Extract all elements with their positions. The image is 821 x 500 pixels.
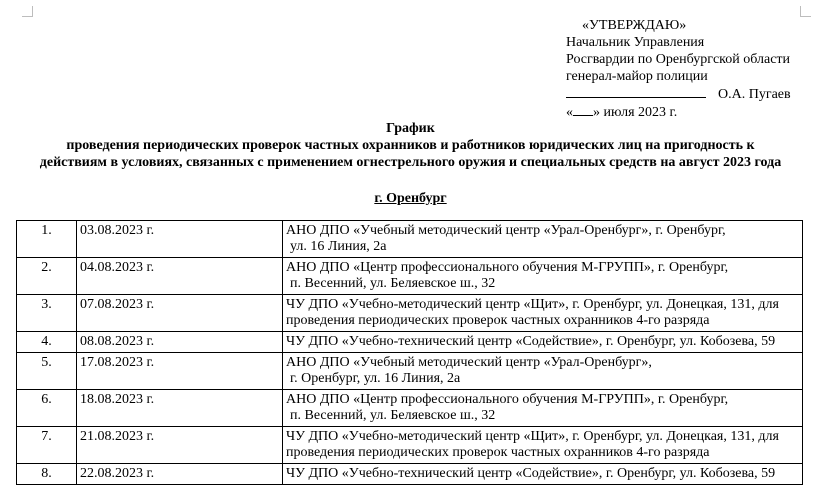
date-suffix: » июля 2023 г. xyxy=(593,105,678,120)
document-title: График xyxy=(386,121,435,136)
approval-signature-row xyxy=(566,85,816,103)
table-row xyxy=(17,390,803,427)
approval-organization: Росгвардии по Оренбургской области xyxy=(566,52,791,67)
row-place xyxy=(283,464,803,485)
row-date: 07.08.2023 г. xyxy=(77,295,283,332)
table-row xyxy=(17,353,803,390)
row-number: 5. xyxy=(17,353,77,390)
row-number: 2. xyxy=(17,258,77,295)
date-prefix: « xyxy=(566,105,573,120)
row-date: 22.08.2023 г. xyxy=(77,464,283,485)
city-heading xyxy=(0,190,821,207)
place-line-2: п. Весенний, ул. Беляевское ш., 32 xyxy=(290,408,496,423)
page-corner-mark xyxy=(800,6,811,17)
place-line-2: проведения периодических проверок частных охранников 4-го разряда xyxy=(286,313,710,328)
page-corner-mark xyxy=(22,6,33,17)
row-place xyxy=(283,258,803,295)
signature-line xyxy=(566,85,706,98)
approval-position: Начальник Управления xyxy=(566,35,705,50)
place-line-1: ЧУ ДПО «Учебно-технический центр «Содействие», г. Оренбург, ул. Кобозева, 59 xyxy=(286,466,776,481)
table-row xyxy=(17,464,803,485)
row-number: 4. xyxy=(17,332,77,353)
row-date: 08.08.2023 г. xyxy=(77,332,283,353)
row-place xyxy=(283,221,803,258)
row-date: 17.08.2023 г. xyxy=(77,353,283,390)
table-row xyxy=(17,427,803,464)
table-row xyxy=(17,221,803,258)
document-subtitle-line2: действиям в условиях, связанных с применением огнестрельного оружия и специальных средств на август 2023 года xyxy=(39,155,782,170)
row-number: 8. xyxy=(17,464,77,485)
table-row xyxy=(17,332,803,353)
row-date: 21.08.2023 г. xyxy=(77,427,283,464)
place-line-1: АНО ДПО «Центр профессионального обучения М-ГРУПП», г. Оренбург, xyxy=(286,260,729,275)
row-number: 1. xyxy=(17,221,77,258)
schedule-body xyxy=(17,221,803,485)
place-line-2: п. Весенний, ул. Беляевское ш., 32 xyxy=(290,276,496,291)
place-line-1: АНО ДПО «Учебный методический центр «Урал-Оренбург», г. Оренбург, xyxy=(286,223,726,238)
approval-rank: генерал-майор полиции xyxy=(566,69,708,84)
row-number: 3. xyxy=(17,295,77,332)
row-place xyxy=(283,295,803,332)
approval-signer: О.А. Пугаев xyxy=(718,87,791,102)
row-place xyxy=(283,353,803,390)
row-date: 04.08.2023 г. xyxy=(77,258,283,295)
place-line-2: г. Оренбург, ул. 16 Линия, 2а xyxy=(290,371,461,386)
schedule-table xyxy=(16,220,803,485)
city-name: г. Оренбург xyxy=(374,191,447,206)
row-date: 03.08.2023 г. xyxy=(77,221,283,258)
place-line-1: ЧУ ДПО «Учебно-методический центр «Щит», г. Оренбург, ул. Донецкая, 131, для xyxy=(286,429,779,444)
approval-date-row xyxy=(566,103,816,121)
row-place xyxy=(283,427,803,464)
row-number: 6. xyxy=(17,390,77,427)
place-line-2: проведения периодических проверок частных охранников 4-го разряда xyxy=(286,445,710,460)
row-place xyxy=(283,390,803,427)
place-line-2: ул. 16 Линия, 2а xyxy=(290,239,387,254)
place-line-1: АНО ДПО «Центр профессионального обучения М-ГРУПП», г. Оренбург, xyxy=(286,392,729,407)
table-row xyxy=(17,258,803,295)
document-subtitle-line1: проведения периодических проверок частных охранников и работников юридических лиц на пригодность к xyxy=(66,138,755,153)
row-number: 7. xyxy=(17,427,77,464)
place-line-1: АНО ДПО «Учебный методический центр «Урал-Оренбург», xyxy=(286,355,652,370)
table-row xyxy=(17,295,803,332)
date-blank xyxy=(573,103,593,116)
place-line-1: ЧУ ДПО «Учебно-методический центр «Щит», г. Оренбург, ул. Донецкая, 131, для xyxy=(286,297,779,312)
place-line-1: ЧУ ДПО «Учебно-технический центр «Содействие», г. Оренбург, ул. Кобозева, 59 xyxy=(286,334,776,349)
row-date: 18.08.2023 г. xyxy=(77,390,283,427)
approval-title: «УТВЕРЖДАЮ» xyxy=(582,18,687,33)
approval-block xyxy=(566,17,816,121)
row-place xyxy=(283,332,803,353)
